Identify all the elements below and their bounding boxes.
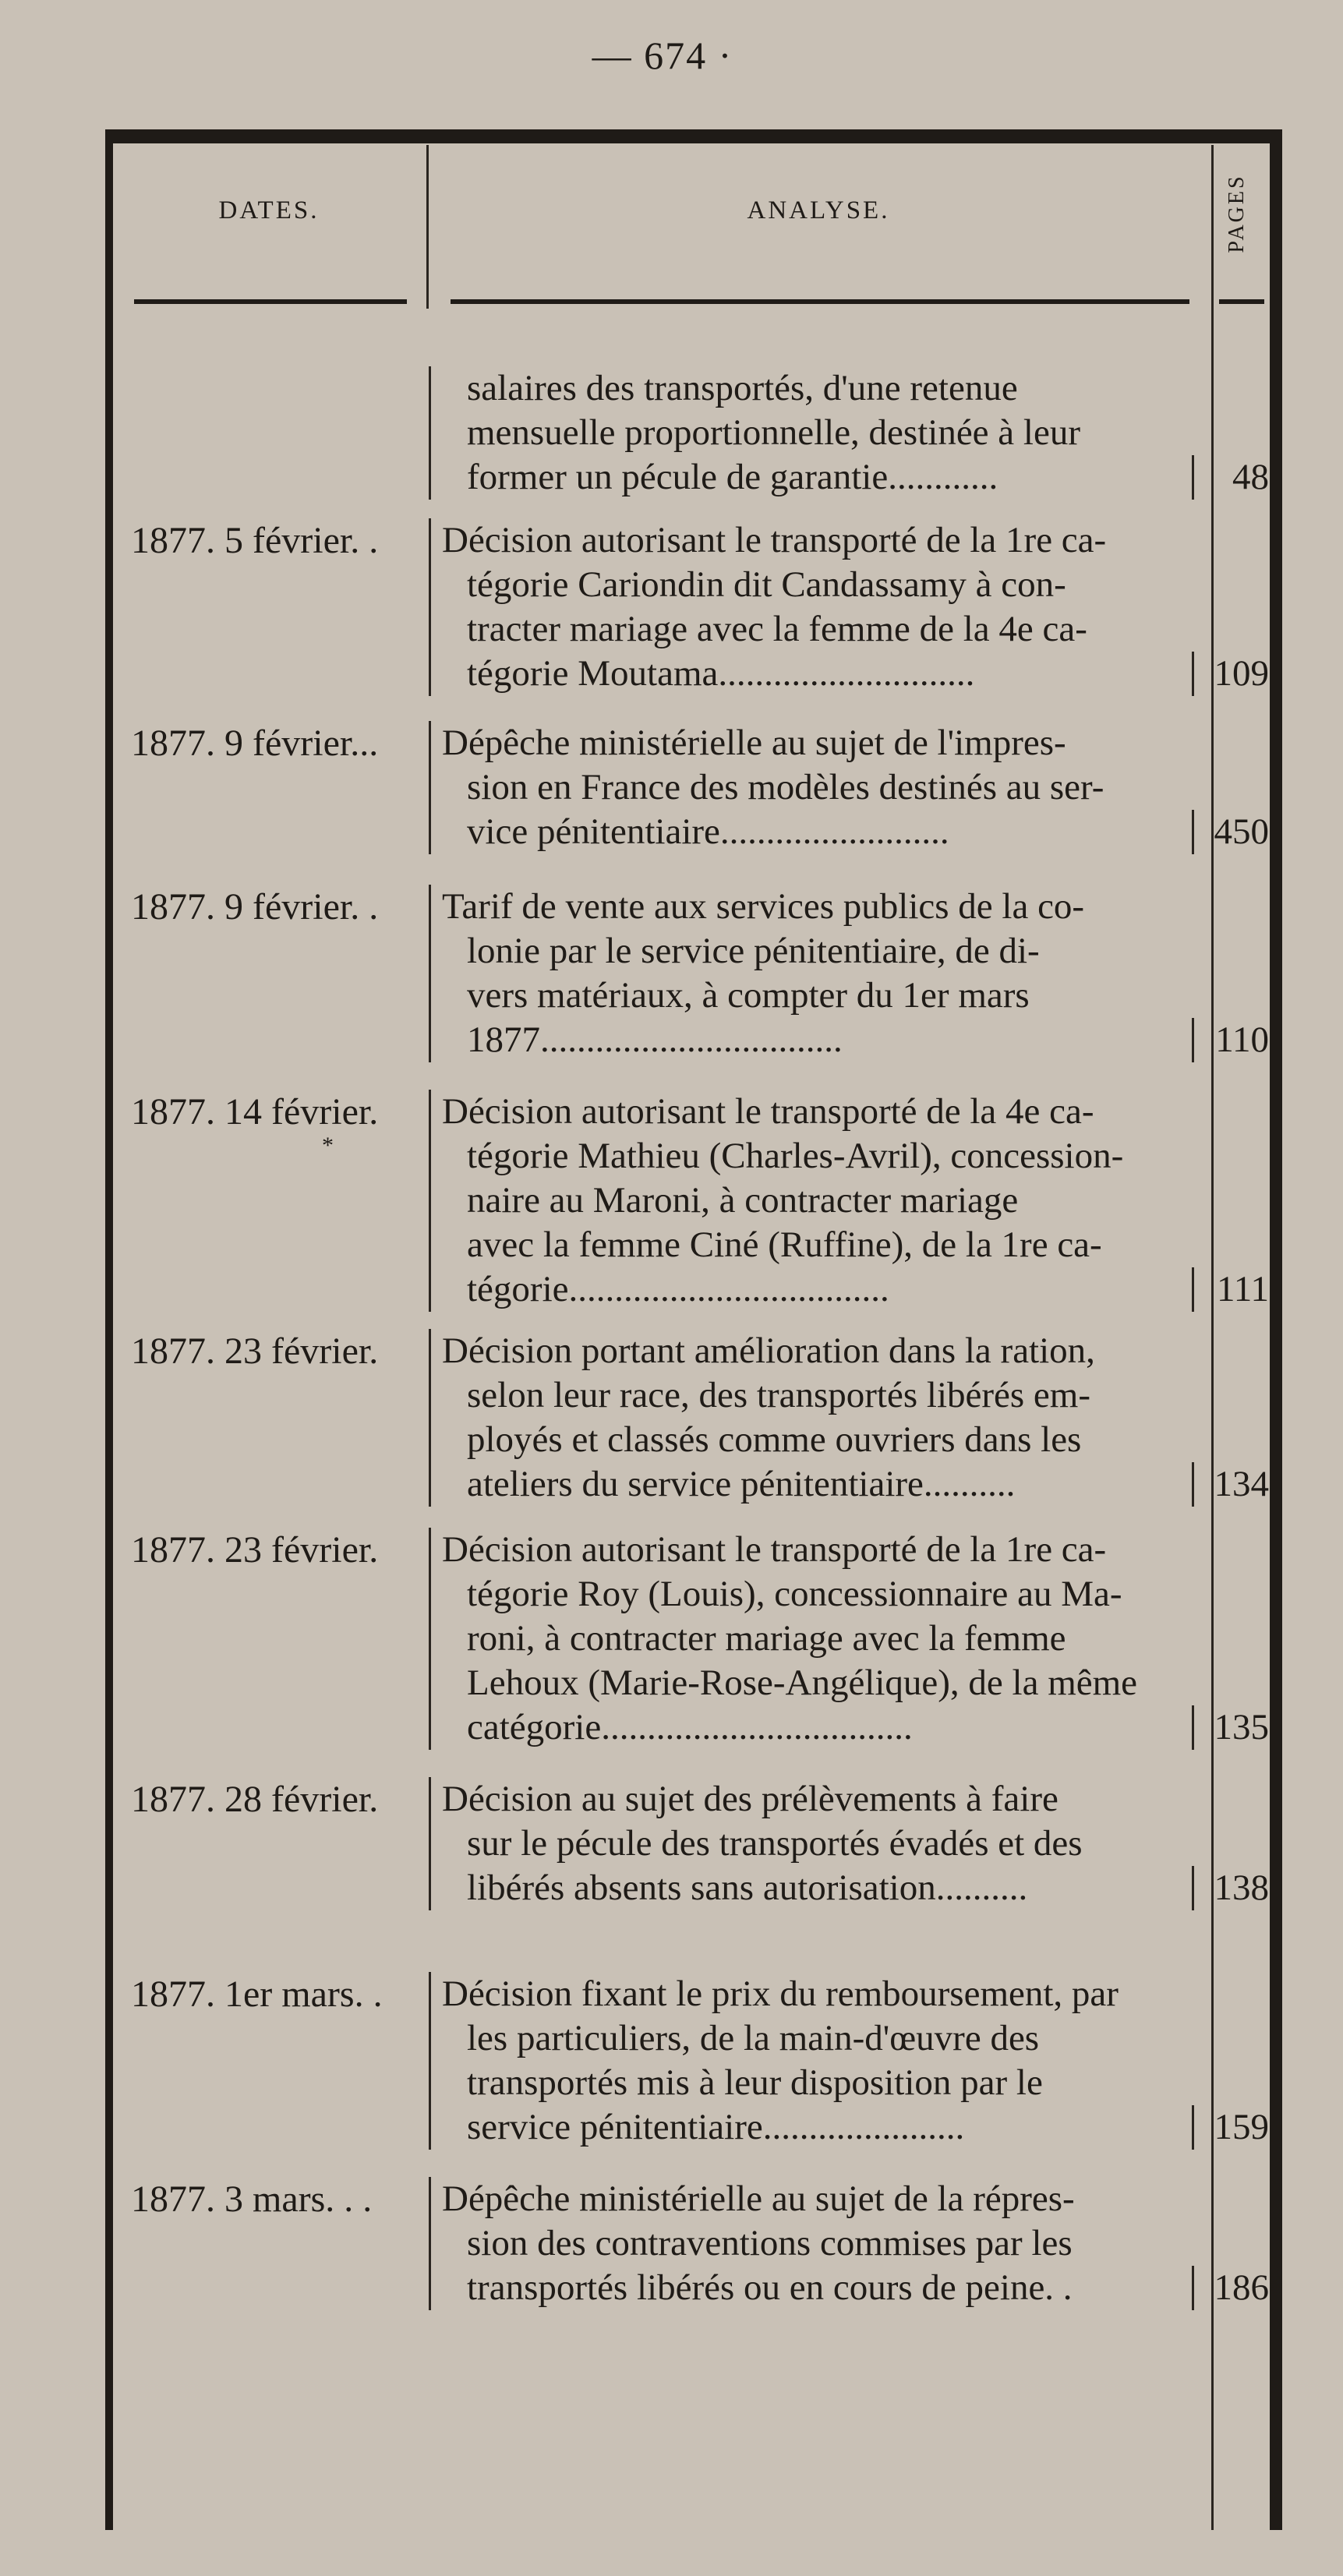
entry-analysis — [429, 1528, 1203, 1750]
entry-analysis — [429, 2177, 1203, 2310]
entry-date: 1877. 1er mars. . — [131, 1974, 383, 2015]
entry-analysis — [429, 518, 1203, 696]
entry-analysis-line: tégorie Mathieu (Charles-Avril), concession- — [467, 1136, 1124, 1176]
entry-date: 1877. 28 février. — [131, 1779, 379, 1820]
entry-analysis-line: Décision autorisant le transporté de la 1re ca- — [442, 520, 1107, 560]
column-separator-pages — [1211, 145, 1214, 2530]
entry-page-number: 109 — [1214, 653, 1269, 694]
entry-date: 1877. 9 février... — [131, 723, 379, 764]
entry-analysis-line: lonie par le service pénitentiaire, de di- — [467, 931, 1040, 971]
header-analyse: ANALYSE. — [747, 196, 890, 224]
entry-analysis-line: sur le pécule des transportés évadés et des — [467, 1823, 1083, 1864]
entry-analysis-line: Tarif de vente aux services publics de la co- — [442, 886, 1085, 927]
entry-analysis-line: sion en France des modèles destinés au ser- — [467, 767, 1104, 807]
entry-analysis-line: mensuelle proportionnelle, destinée à leur — [467, 412, 1080, 453]
entry-page-number: 134 — [1214, 1464, 1269, 1504]
entry-analysis-line: tégorie Moutama............................ — [431, 652, 1194, 696]
entry-date: 1877. 23 février. — [131, 1330, 379, 1372]
entry-analysis-line: tégorie Cariondin dit Candassamy à con- — [467, 564, 1066, 605]
asterisk-mark: * — [322, 1133, 334, 1158]
header-underline-dates — [134, 299, 407, 304]
entry-analysis — [429, 1972, 1203, 2150]
frame-top-rule — [105, 129, 1282, 143]
entry-date: 1877. 9 février. . — [131, 886, 379, 928]
entry-analysis — [429, 1329, 1203, 1507]
entry-analysis — [429, 1090, 1203, 1312]
entry-analysis-line: Dépêche ministérielle au sujet de la répres- — [442, 2178, 1075, 2219]
entry-analysis-line: roni, à contracter mariage avec la femme — [467, 1618, 1066, 1659]
entry-page-number: 159 — [1214, 2107, 1269, 2147]
entry-analysis-line: tracter mariage avec la femme de la 4e ca- — [467, 609, 1087, 649]
entry-page-number: 48 — [1232, 457, 1269, 497]
entry-analysis-line: Lehoux (Marie-Rose-Angélique), de la même — [467, 1663, 1138, 1703]
entry-analysis-line: service pénitentiaire...................... — [431, 2105, 1194, 2150]
entry-analysis-line: libérés absents sans autorisation.......... — [431, 1866, 1194, 1910]
entry-analysis-line: Décision fixant le prix du remboursement, par — [442, 1974, 1119, 2014]
entry-analysis-line: Décision autorisant le transporté de la 1re ca- — [442, 1529, 1107, 1570]
entry-date: 1877. 23 février. — [131, 1529, 379, 1571]
entry-analysis-line: transportés mis à leur disposition par le — [467, 2062, 1043, 2103]
entry-date: 1877. 14 février. — [131, 1091, 379, 1133]
entry-analysis-line: Dépêche ministérielle au sujet de l'impres- — [442, 723, 1066, 763]
entry-analysis-line: former un pécule de garantie............ — [431, 455, 1194, 500]
entry-analysis-line: transportés libérés ou en cours de peine. . — [431, 2266, 1194, 2310]
entry-date: 1877. 5 février. . — [131, 520, 379, 561]
column-separator-dates — [426, 145, 429, 309]
header-underline-pages — [1219, 299, 1264, 304]
page-number: — 674 · — [592, 34, 733, 77]
entry-analysis-line: Décision autorisant le transporté de la 4e ca- — [442, 1091, 1094, 1132]
entry-analysis-line: vers matériaux, à compter du 1er mars — [467, 975, 1030, 1016]
entry-analysis-line: 1877................................. — [431, 1018, 1194, 1062]
entry-page-number: 138 — [1214, 1868, 1269, 1908]
entry-analysis-line: tégorie................................... — [431, 1267, 1194, 1312]
entry-page-number: 110 — [1215, 1019, 1269, 1060]
entry-analysis-line: catégorie.................................. — [431, 1705, 1194, 1750]
entry-analysis-line: selon leur race, des transportés libérés em- — [467, 1375, 1090, 1415]
entry-analysis — [429, 366, 1203, 500]
entry-page-number: 111 — [1216, 1269, 1269, 1309]
entry-analysis-line: vice pénitentiaire......................... — [431, 810, 1194, 854]
entry-analysis — [429, 885, 1203, 1062]
entry-analysis-line: naire au Maroni, à contracter mariage — [467, 1180, 1019, 1221]
header-underline-analyse — [451, 299, 1189, 304]
entry-page-number: 450 — [1214, 811, 1269, 852]
entry-analysis — [429, 721, 1203, 854]
entry-analysis-line: les particuliers, de la main-d'œuvre des — [467, 2018, 1040, 2058]
entry-page-number: 186 — [1214, 2267, 1269, 2308]
entry-page-number: 135 — [1214, 1707, 1269, 1747]
entry-analysis — [429, 1777, 1203, 1910]
header-dates: DATES. — [218, 196, 320, 224]
entry-analysis-line: Décision au sujet des prélèvements à faire — [442, 1779, 1058, 1819]
entry-analysis-line: salaires des transportés, d'une retenue — [467, 368, 1018, 408]
entry-date: 1877. 3 mars. . . — [131, 2178, 373, 2220]
entry-analysis-line: avec la femme Ciné (Ruffine), de la 1re ca- — [467, 1224, 1102, 1265]
entry-analysis-line: Décision portant amélioration dans la ration, — [442, 1330, 1095, 1371]
entry-analysis-line: tégorie Roy (Louis), concessionnaire au Ma- — [467, 1574, 1122, 1614]
entry-analysis-line: ateliers du service pénitentiaire.......... — [431, 1462, 1194, 1507]
header-pages: PAGES — [1225, 174, 1249, 253]
entry-analysis-line: sion des contraventions commises par les — [467, 2223, 1073, 2263]
frame-left-rule — [105, 129, 113, 2530]
entry-analysis-line: ployés et classés comme ouvriers dans les — [467, 1419, 1082, 1460]
frame-right-rule — [1270, 129, 1282, 2530]
